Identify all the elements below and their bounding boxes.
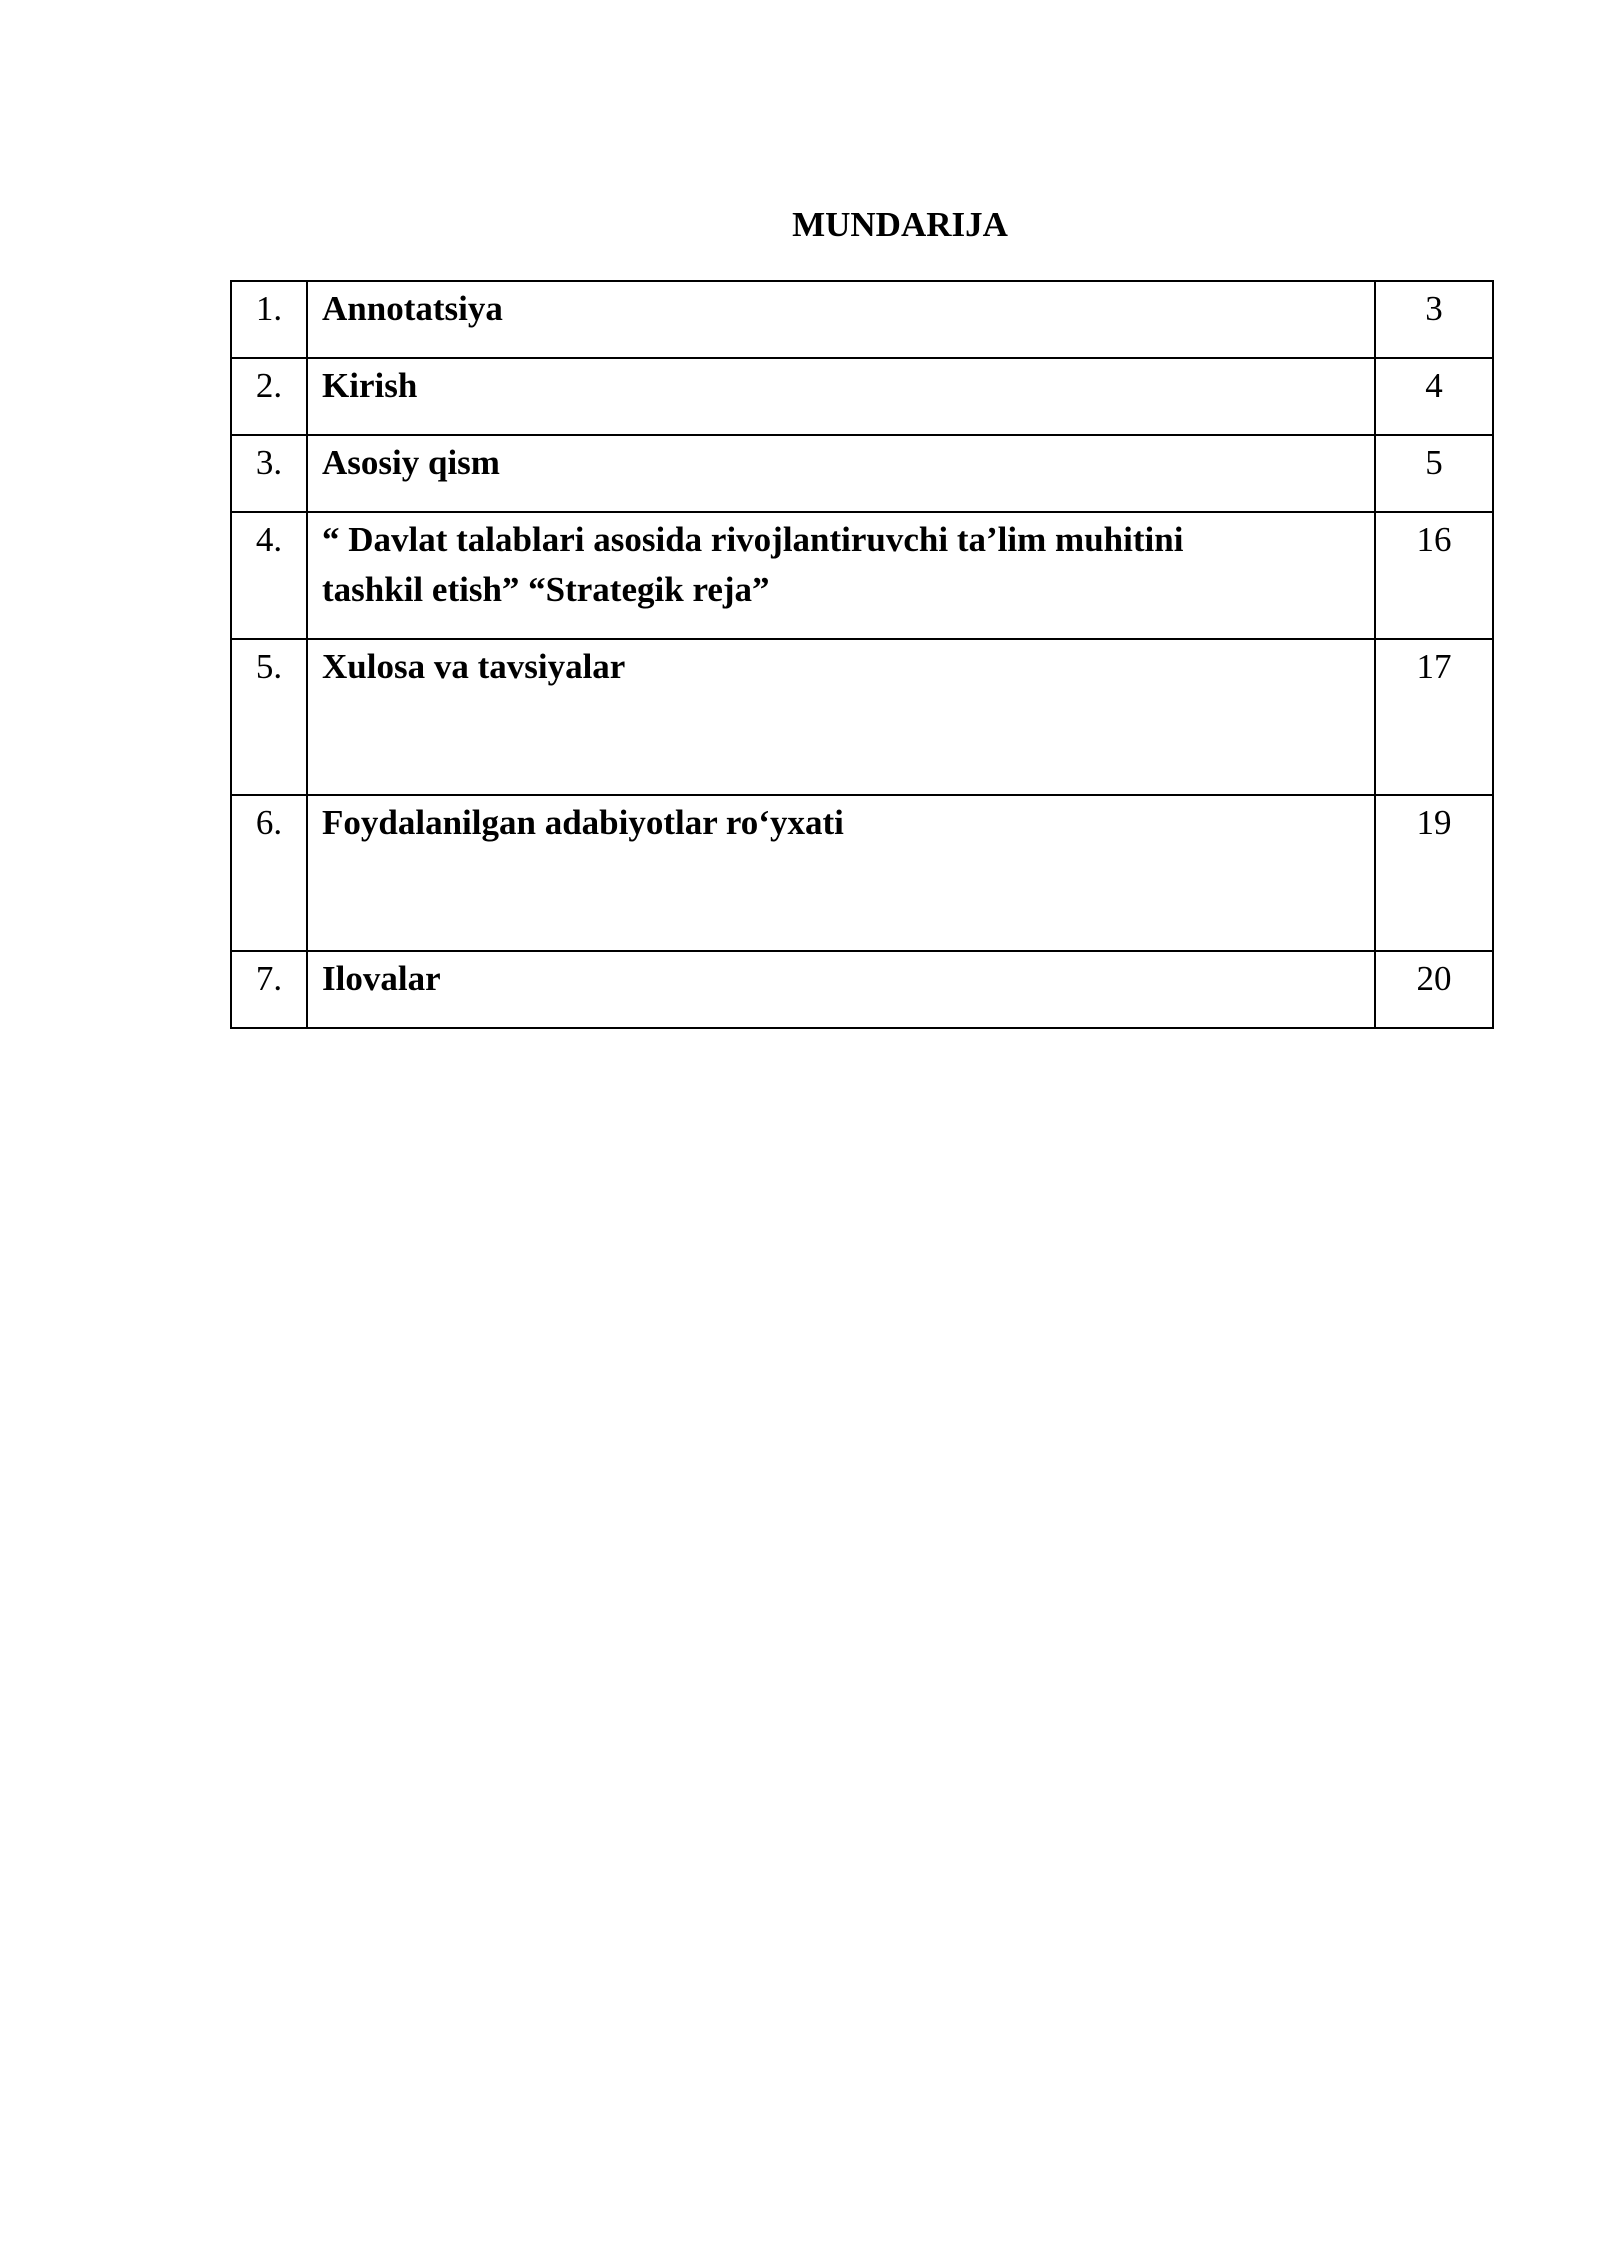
toc-row bbox=[231, 435, 1493, 512]
toc-row bbox=[231, 795, 1493, 951]
toc-row-number: 4. bbox=[231, 512, 307, 639]
toc-row-number: 1. bbox=[231, 281, 307, 358]
toc-row-title: Kirish bbox=[307, 358, 1375, 435]
toc-row-number: 5. bbox=[231, 639, 307, 795]
table-of-contents bbox=[230, 280, 1494, 1029]
toc-body bbox=[231, 281, 1493, 1028]
toc-row-number: 7. bbox=[231, 951, 307, 1028]
toc-row bbox=[231, 639, 1493, 795]
toc-row bbox=[231, 512, 1493, 639]
toc-row-title: Ilovalar bbox=[307, 951, 1375, 1028]
toc-row-page: 3 bbox=[1375, 281, 1493, 358]
toc-row bbox=[231, 358, 1493, 435]
toc-row-page: 19 bbox=[1375, 795, 1493, 951]
toc-row-title-line: “ Davlat talablari asosida rivojlantiruvchi ta’lim muhitini bbox=[322, 520, 1184, 559]
toc-row bbox=[231, 281, 1493, 358]
toc-row-page: 17 bbox=[1375, 639, 1493, 795]
toc-row-number: 6. bbox=[231, 795, 307, 951]
toc-row-title: Asosiy qism bbox=[307, 435, 1375, 512]
toc-row-title: Foydalanilgan adabiyotlar ro‘yxati bbox=[307, 795, 1375, 951]
toc-row-title-line: tashkil etish” “Strategik reja” bbox=[322, 570, 770, 609]
toc-row-title: Annotatsiya bbox=[307, 281, 1375, 358]
toc-row-page: 5 bbox=[1375, 435, 1493, 512]
toc-row-number: 3. bbox=[231, 435, 307, 512]
toc-row-page: 4 bbox=[1375, 358, 1493, 435]
toc-row-number: 2. bbox=[231, 358, 307, 435]
page-title: MUNDARIJA bbox=[792, 205, 1008, 244]
toc-row-page: 16 bbox=[1375, 512, 1493, 639]
toc-row-title bbox=[307, 512, 1375, 639]
toc-row-page: 20 bbox=[1375, 951, 1493, 1028]
toc-row bbox=[231, 951, 1493, 1028]
toc-row-title: Xulosa va tavsiyalar bbox=[307, 639, 1375, 795]
